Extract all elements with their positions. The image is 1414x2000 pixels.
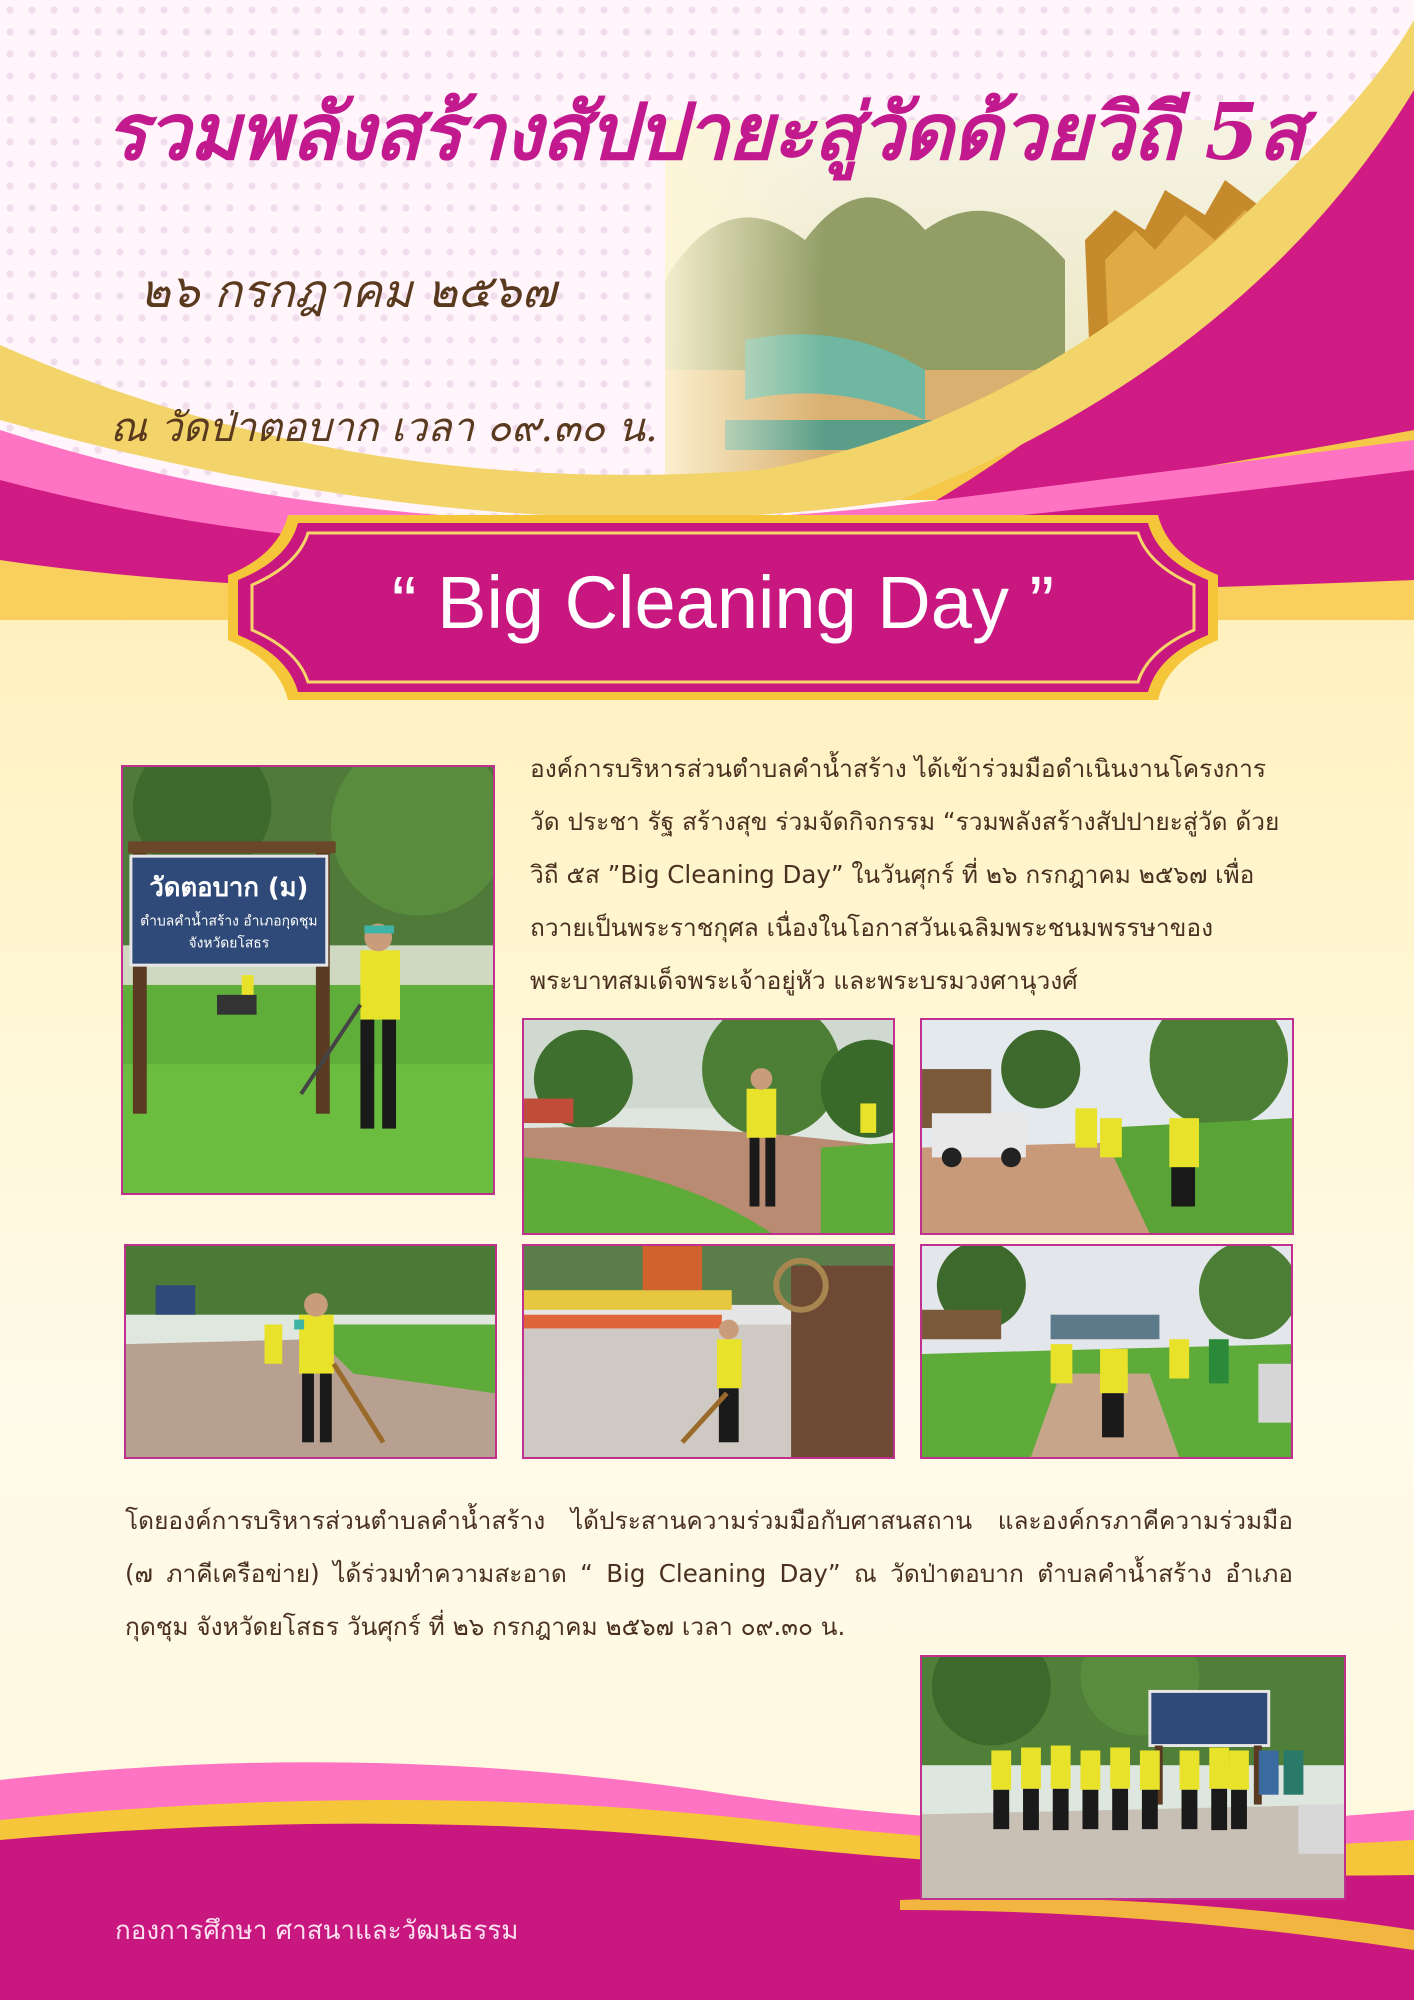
group-photo: [920, 1655, 1346, 1900]
volunteer-photo-4: [124, 1244, 497, 1459]
banner-title: “ Big Cleaning Day ”: [391, 561, 1055, 644]
sign-line3: จังหวัดยโสธร: [188, 935, 270, 952]
sign-line2: ตำบลคำน้ำสร้าง อำเภอกุดชุม: [140, 913, 318, 930]
intro-paragraph: องค์การบริหารส่วนตำบลคำน้ำสร้าง ได้เข้าร่วมมือดำเนินงานโครงการ วัด ประชา รัฐ สร้างสุข ร่วมจัดกิจกรรม “รวมพลังสร้างสัปปายะสู่วัด ด้วยวิถี ๕ส ”Big Cleaning Day” ในวันศุกร์ ที่ ๒๖ กรกฎาคม ๒๕๖๗ เพื่อถวายเป็นพระราชกุศล เนื่องในโอกาสวันเฉลิมพระชนมพรรษาของ พระบาทสมเด็จพระเจ้าอยู่หัว และพระบรมวงศานุวงศ์: [530, 754, 1280, 995]
volunteer-photo-3: [920, 1018, 1294, 1235]
temple-sign-photo: [121, 765, 495, 1195]
volunteer-photo-6: [920, 1244, 1293, 1459]
volunteer-photo-2: [522, 1018, 895, 1235]
footer-department: กองการศึกษา ศาสนาและวัฒนธรรม: [115, 1916, 519, 1946]
volunteer-photo-5: [522, 1244, 895, 1459]
event-date: ๒๖ กรกฎาคม ๒๕๖๗: [140, 264, 556, 318]
event-venue-time: ณ วัดป่าตอบาก เวลา ๐๙.๓๐ น.: [110, 405, 658, 451]
poster-title: รวมพลังสร้างสัปปายะสู่วัดด้วยวิถี 5ส: [105, 87, 1305, 178]
sign-line1: วัดตอบาก (ม): [149, 872, 309, 903]
summary-paragraph: โดยองค์การบริหารส่วนตำบลคำน้ำสร้าง ได้ประสานความร่วมมือกับศาสนสถาน และองค์กรภาคีความร่วมมือ (๗ ภาคีเครือข่าย) ได้ร่วมทำความสะอาด “ Big Cleaning Day” ณ วัดป่าตอบาก ตำบลคำน้ำสร้าง อำเภอกุดชุม จังหวัดยโสธร วันศุกร์ ที่ ๒๖ กรกฎาคม ๒๕๖๗ เวลา ๐๙.๓๐ น.: [125, 1506, 1293, 1641]
